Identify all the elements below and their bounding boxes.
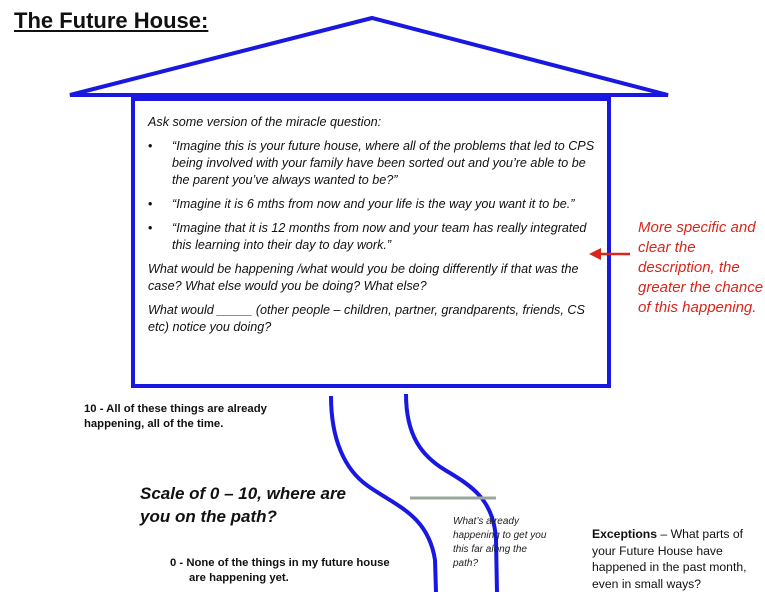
side-note: More specific and clear the description, the greater the chance of this happening.	[638, 219, 764, 316]
already-happening-note: What’s already happening to get you this far along the path?	[453, 516, 547, 569]
bullet-item	[148, 220, 598, 254]
box-heading: Ask some version of the miracle question:	[148, 115, 382, 129]
followup-question: What would _____ (other people – children, partner, grandparents, friends, CS etc) notice you doing?	[148, 303, 585, 334]
scale-bottom-line-2: are happening yet.	[189, 572, 289, 584]
bullet-text: “Imagine it is 6 mths from now and your life is the way you want it to be.”	[172, 197, 575, 211]
followup-question: What would be happening /what would you be doing differently if that was the case? What else would you be doing? What else?	[148, 262, 579, 293]
bullet-item	[148, 196, 598, 213]
exceptions-text: – What parts of your Future House have happened in the past month, even in small ways?	[592, 527, 747, 591]
bullet-text: “Imagine this is your future house, where all of the problems that led to CPS being involved with your family have been sorted out and you’re able to be the parent you’ve always wanted to be?”	[172, 139, 595, 187]
bullet-text: “Imagine that it is 12 months from now and your team has really integrated this learning into their day to day work.”	[172, 221, 587, 252]
bullet-marker: •	[148, 221, 153, 235]
exceptions-note	[592, 526, 765, 592]
miracle-question-box	[148, 114, 598, 343]
page-title: The Future House:	[14, 8, 209, 33]
scale-top-label: 10 - All of these things are already happening, all of the time.	[84, 403, 267, 430]
bullet-marker: •	[148, 197, 153, 211]
bullet-marker: •	[148, 139, 153, 153]
exceptions-label: Exceptions	[592, 527, 658, 541]
bullet-item	[148, 138, 598, 189]
scale-bottom-label	[170, 556, 445, 586]
scale-question: Scale of 0 – 10, where are you on the path?	[140, 484, 347, 526]
scale-bottom-line-1: 0 - None of the things in my future house	[170, 557, 390, 569]
